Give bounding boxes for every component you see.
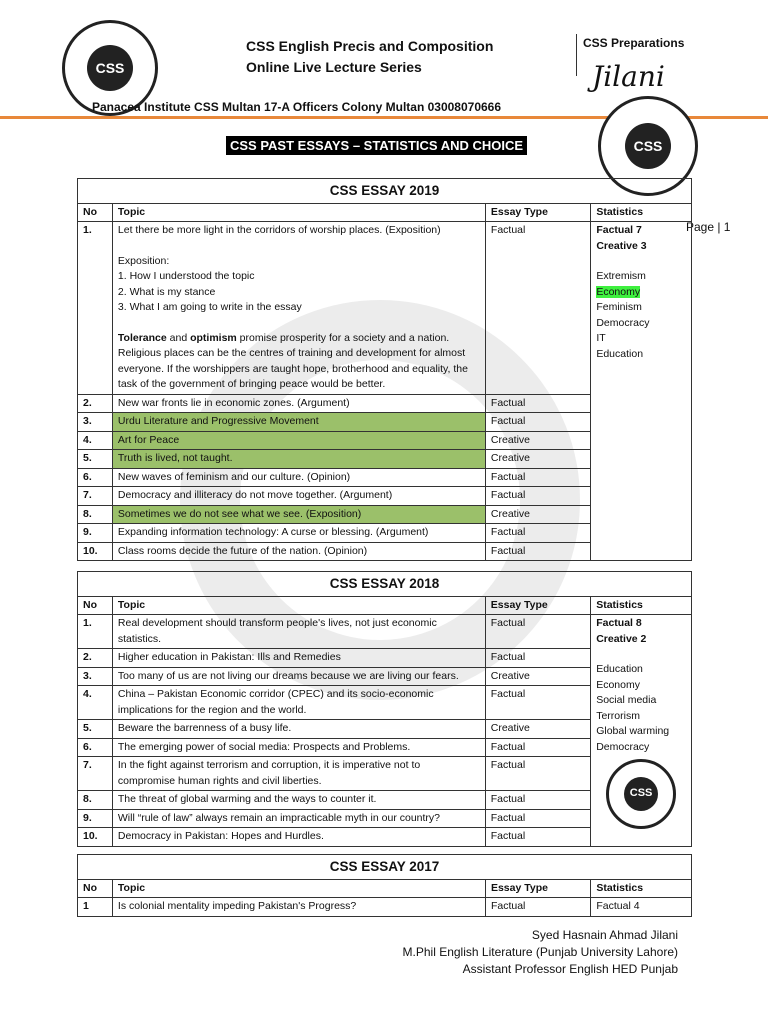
table-row: 4. Art for Peace Creative xyxy=(78,431,692,450)
table-row: 8. The threat of global warming and the ways to counter it. Factual xyxy=(78,791,692,810)
author-name: Syed Hasnain Ahmad Jilani xyxy=(531,928,678,942)
table-row: 6. The emerging power of social media: Prospects and Problems. Factual xyxy=(78,738,692,757)
table-row: 1 Is colonial mentality impeding Pakistan's Progress? Factual Factual 4 xyxy=(78,898,692,917)
essay-2019-title: CSS ESSAY 2019 xyxy=(78,179,692,204)
table-row: 1. Real development should transform people's lives, not just economic statistics. Factual Factual 8 Creative 2 Education Economy Social media Terrorism Global warming Democracy CSS xyxy=(78,615,692,649)
logo-css-text: CSS xyxy=(87,45,133,91)
col-no: No xyxy=(78,203,113,222)
author-qualification: M.Phil English Literature (Punjab University Lahore) xyxy=(402,945,678,959)
essay-2017-table: CSS ESSAY 2017 No Topic Essay Type Statistics 1 Is colonial mentality impeding Pakistan's Progress? Factual Factual 4 xyxy=(77,854,692,917)
signature-jilani: Jilani xyxy=(592,60,665,93)
table-row: 10. Democracy in Pakistan: Hopes and Hurdles. Factual xyxy=(78,828,692,847)
header-title-line1: CSS English Precis and Composition xyxy=(246,38,494,54)
table-row: 5. Beware the barrenness of a busy life. Creative xyxy=(78,720,692,739)
logo-css-text-right: CSS xyxy=(625,123,671,169)
header-divider xyxy=(576,34,577,76)
table-row: 2. New war fronts lie in economic zones. (Argument) Factual xyxy=(78,394,692,413)
essay-2018-table: CSS ESSAY 2018 No Topic Essay Type Statistics 1. Real development should transform people's lives, not just economic statistics. Factual Factual 8 Creative 2 Education Economy Social media Terrorism Global warming Democracy CSS 2. Higher education in Pakistan: Ills and Remedies Factual 3. Too many of us are not living our dreams because we are living our fears. Creative 4. China – Pakistan Economic corridor (CPEC) and its socio-economic implications for the region and the world. Factual 5. Beware the barrenness of a busy life. Creative 6. The emerging power of social media: Prospects and Problems. Factual 7. In the fight against terrorism and corruption, it is imperative not to compromise human rights and civil liberties. Factual 8. The threat of global warming and the ways to counter it. Factual 9. Will “rule of law” always remain an impracticable myth in our country? Factual 10. Democracy in Pakistan: Hopes and Hurdles. Factual xyxy=(77,571,692,847)
panacea-stamp: CSS xyxy=(606,759,676,829)
table-row: 3. Urdu Literature and Progressive Movement Factual xyxy=(78,413,692,432)
banner-title: CSS PAST ESSAYS – STATISTICS AND CHOICE xyxy=(226,136,527,155)
stats-2018: Factual 8 Creative 2 Education Economy Social media Terrorism Global warming Democracy CSS xyxy=(591,615,692,847)
address-line: Panacea Institute CSS Multan 17-A Officers Colony Multan 03008070666 xyxy=(92,100,502,114)
stats-2019: Factual 7 Creative 3 Extremism Economy Feminism Democracy IT Education xyxy=(591,222,692,561)
essay-2017-title: CSS ESSAY 2017 xyxy=(78,855,692,880)
col-stats: Statistics xyxy=(591,203,692,222)
table-row: 9. Expanding information technology: A curse or blessing. (Argument) Factual xyxy=(78,524,692,543)
table-row: 3. Too many of us are not living our dreams because we are living our fears. Creative xyxy=(78,667,692,686)
table-row: 4. China – Pakistan Economic corridor (CPEC) and its socio-economic implications for the region and the world. Factual xyxy=(78,686,692,720)
table-row: 2. Higher education in Pakistan: Ills and Remedies Factual xyxy=(78,649,692,668)
table-row: 9. Will “rule of law” always remain an impracticable myth in our country? Factual xyxy=(78,809,692,828)
page-label: Page | 1 xyxy=(686,220,731,234)
table-row: 7. Democracy and illiteracy do not move together. (Argument) Factual xyxy=(78,487,692,506)
table-row: 7. In the fight against terrorism and corruption, it is imperative not to compromise human rights and civil liberties. Factual xyxy=(78,757,692,791)
right-label: CSS Preparations xyxy=(583,36,685,50)
table-row: 6. New waves of feminism and our culture. (Opinion) Factual xyxy=(78,468,692,487)
table-row: 10. Class rooms decide the future of the nation. (Opinion) Factual xyxy=(78,542,692,561)
table-row: 5. Truth is lived, not taught. Creative xyxy=(78,450,692,469)
header-title-line2: Online Live Lecture Series xyxy=(246,59,422,75)
tolerance-note: Tolerance and optimism promise prosperity for a society and a nation. Religious places can be the centres of training and development for almost everyone. If the worshippers are taught hope, brotherhood and equality, the task of the government of bringing peace would be better. xyxy=(117,331,468,390)
table-row: 8. Sometimes we do not see what we see. (Exposition) Creative xyxy=(78,505,692,524)
col-topic: Topic xyxy=(112,203,485,222)
essay-2019-table xyxy=(77,178,692,561)
col-type: Essay Type xyxy=(485,203,590,222)
table-row: 1. Let there be more light in the corridors of worship places. (Exposition) Exposition: 1. How I understood the topic 2. What is my stance 3. What I am going to write in the essay Tolerance and optimism promise prosperity for a society and a nation. Religious places can be the centres of training and development for almost everyone. If the worshippers are taught hope, brotherhood and equality, the task of the government of bringing peace would be better. Factual Factual 7 Creative 3 Extremism Economy Feminism Democracy IT Education xyxy=(78,222,692,395)
essay-2018-title: CSS ESSAY 2018 xyxy=(78,572,692,597)
author-position: Assistant Professor English HED Punjab xyxy=(462,962,678,976)
